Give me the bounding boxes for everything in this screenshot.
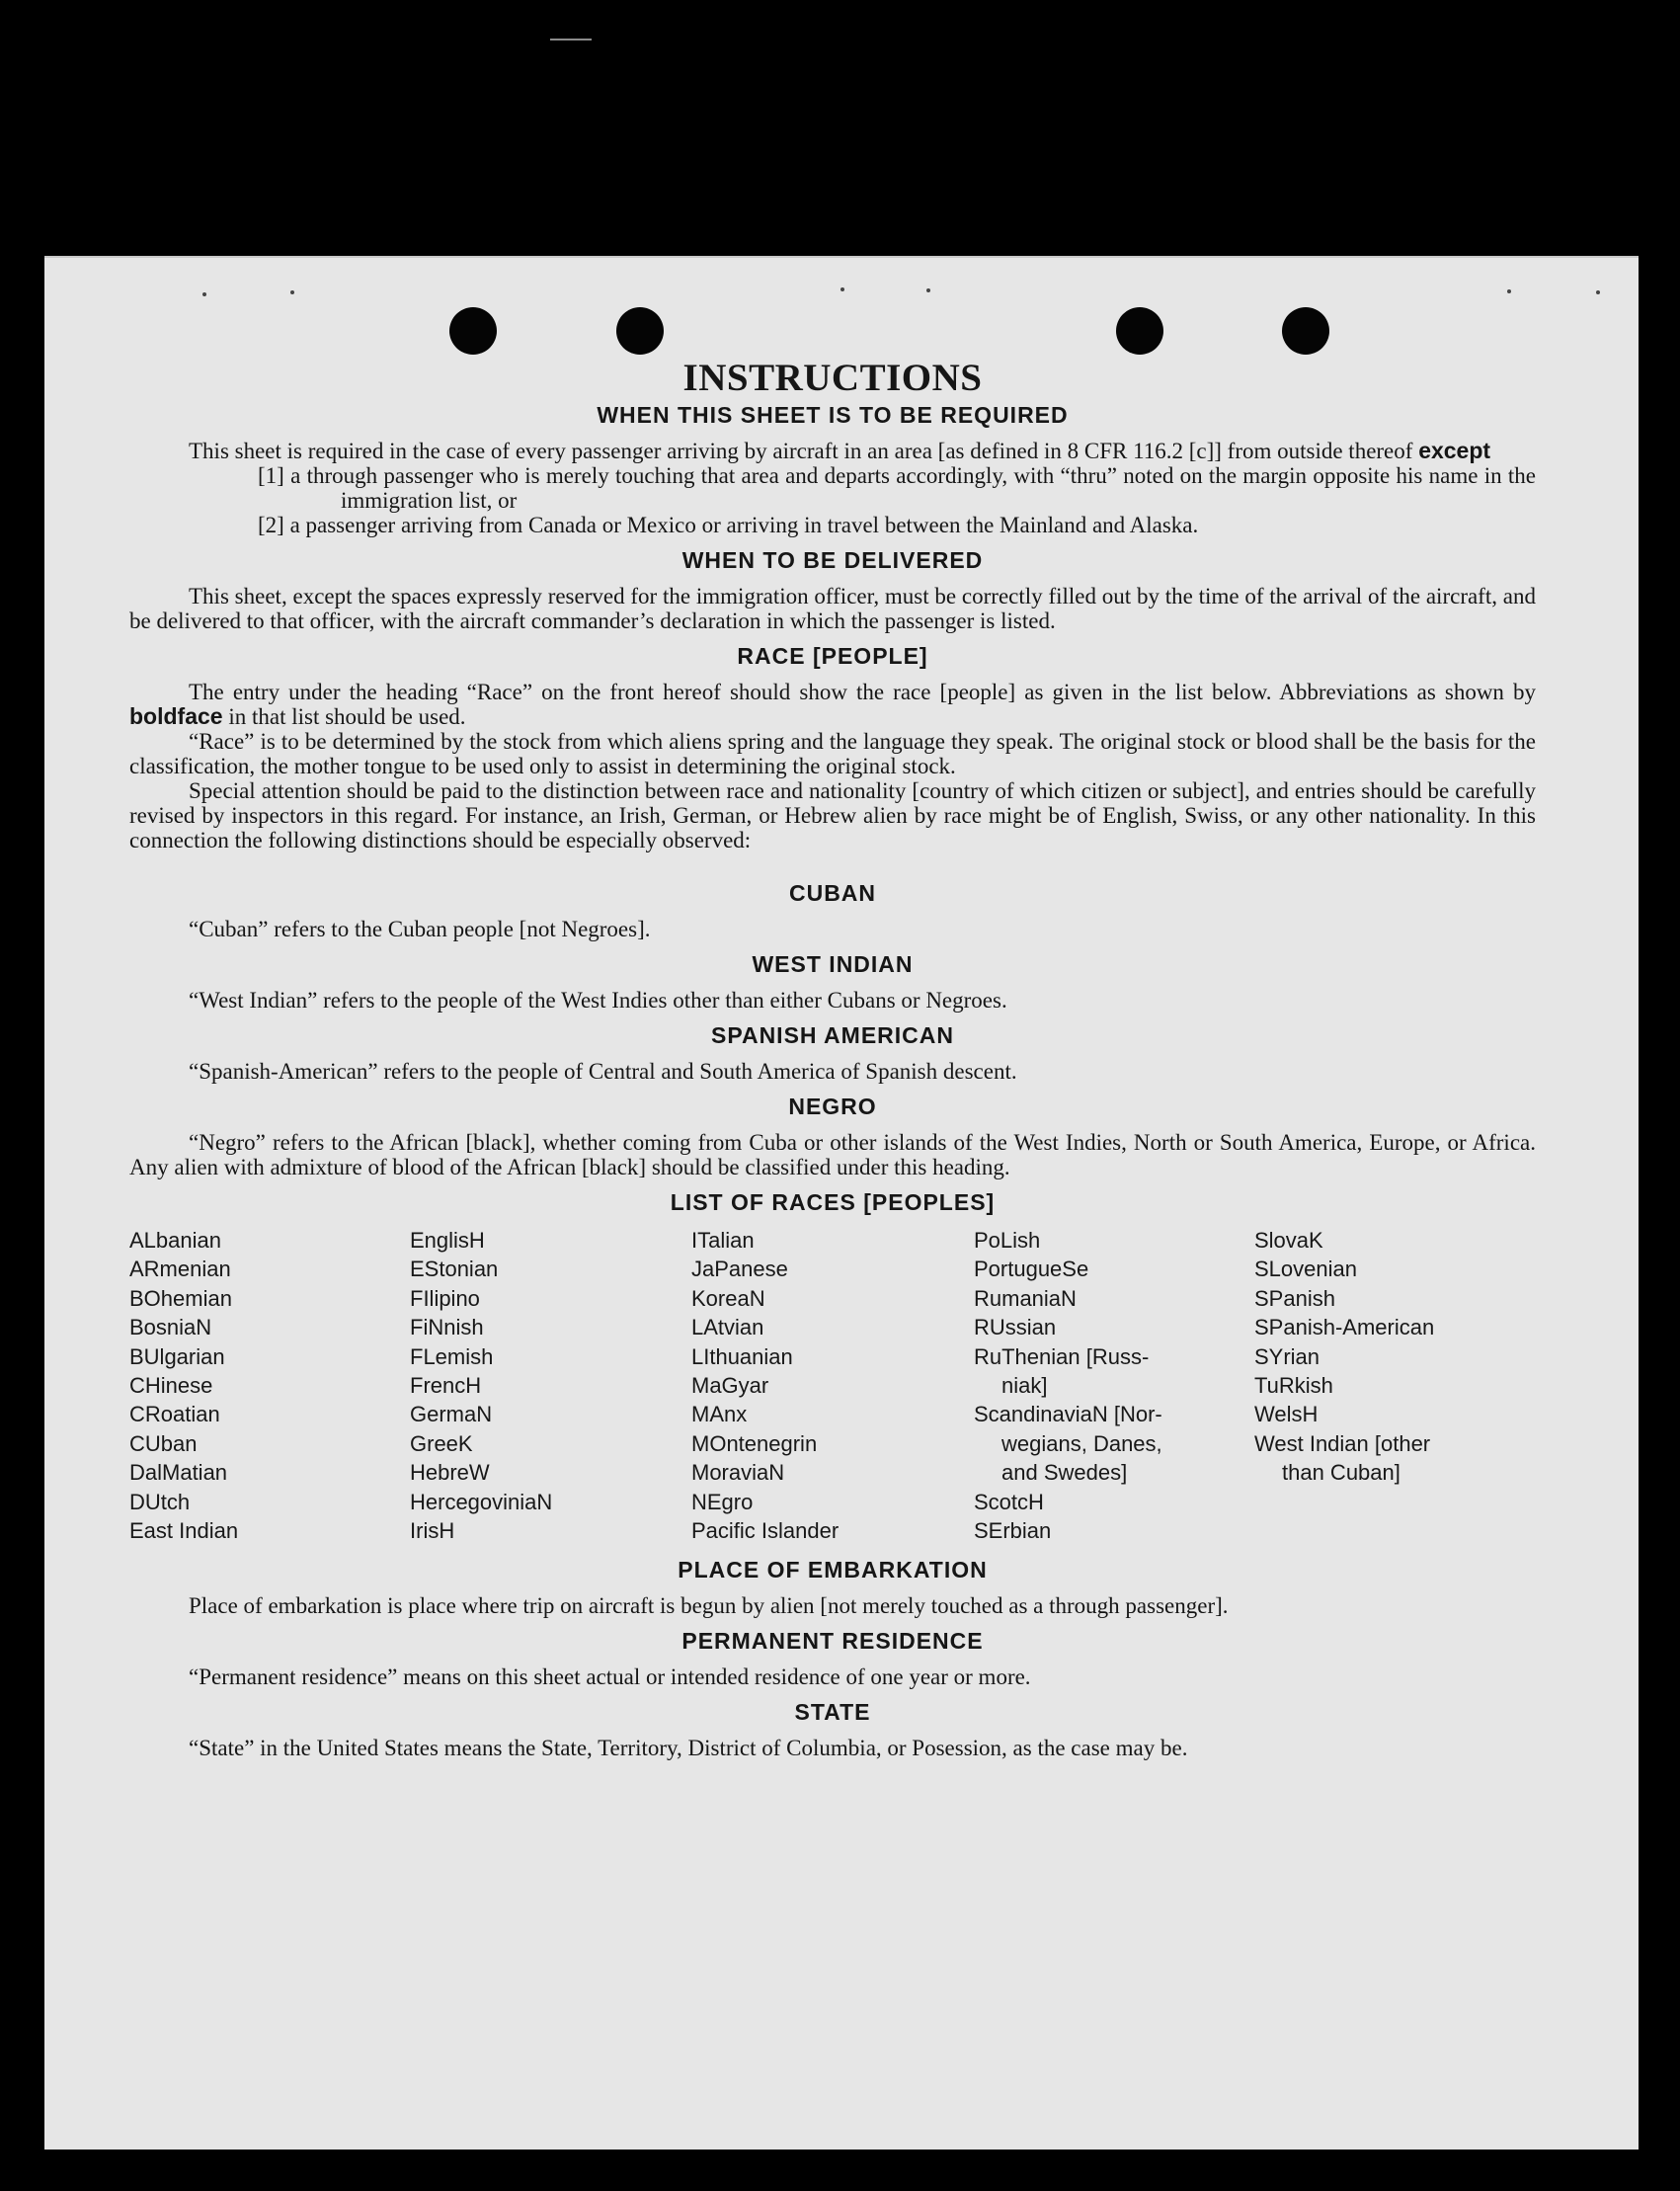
race-paragraph-1: The entry under the heading “Race” on the front hereof should show the race [people] as given in the list below. Abbreviations as shown by boldface in that list should be used. xyxy=(129,680,1536,729)
race-item: FLemish xyxy=(410,1343,494,1369)
heading-west-indian: WEST INDIAN xyxy=(752,951,914,977)
race-item: FrencH xyxy=(410,1373,482,1399)
race-item: SLovenian xyxy=(1254,1257,1357,1282)
spanish-american-text: “Spanish-American” refers to the people of Central and South America of Spanish descent. xyxy=(189,1059,1017,1084)
page-title: INSTRUCTIONS xyxy=(682,357,983,399)
heading-embarkation: PLACE OF EMBARKATION xyxy=(678,1557,988,1583)
race-item: BosniaN xyxy=(129,1315,212,1340)
race-item: ALbanian xyxy=(129,1228,221,1253)
heading-residence: PERMANENT RESIDENCE xyxy=(681,1628,984,1655)
boldface-word: boldface xyxy=(129,703,223,729)
race-item: MAnx xyxy=(691,1402,748,1427)
race-paragraph-2: “Race” is to be determined by the stock from which aliens spring and the language they speak. The original stock or blood shall be the basis for the classification, the mother tongue to be used only to assist in determining the original stock. xyxy=(129,729,1536,778)
punch-hole xyxy=(449,307,497,355)
race-item: East Indian xyxy=(129,1518,239,1544)
scan-mark xyxy=(550,39,592,41)
punch-hole xyxy=(616,307,664,355)
race-item: SPanish-American xyxy=(1254,1315,1435,1340)
race-item: DUtch xyxy=(129,1489,191,1514)
race-item: ARmenian xyxy=(129,1257,231,1282)
punch-hole xyxy=(1116,307,1163,355)
race-item: FIlipino xyxy=(410,1285,480,1311)
west-indian-text: “West Indian” refers to the people of the West Indies other than either Cubans or Negroes. xyxy=(189,988,1007,1013)
heading-races: LIST OF RACES [PEOPLES] xyxy=(670,1189,996,1215)
heading-state: STATE xyxy=(794,1699,871,1726)
race-item: CRoatian xyxy=(129,1402,220,1427)
race-item: wegians, Danes, xyxy=(1001,1430,1162,1456)
heading-delivered: WHEN TO BE DELIVERED xyxy=(681,547,984,573)
race-item: GermaN xyxy=(410,1402,493,1427)
heading-negro: NEGRO xyxy=(788,1094,877,1119)
except-word: except xyxy=(1418,438,1491,463)
race-item: MoraviaN xyxy=(691,1460,785,1486)
heading-race: RACE [PEOPLE] xyxy=(737,643,928,669)
punch-hole xyxy=(1282,307,1329,355)
heading-cuban: CUBAN xyxy=(788,880,877,906)
race-item: NEgro xyxy=(691,1489,754,1514)
race-column-3 xyxy=(691,1226,974,1545)
race-item: MaGyar xyxy=(691,1373,769,1399)
speck xyxy=(1596,290,1600,294)
state-text: “State” in the United States means the State, Territory, District of Columbia, or Posession, as the case may be. xyxy=(189,1736,1188,1761)
race-item: EStonian xyxy=(410,1257,499,1282)
race-item: JaPanese xyxy=(691,1257,788,1282)
heading-spanish-american: SPANISH AMERICAN xyxy=(710,1022,954,1048)
cuban-text: “Cuban” refers to the Cuban people [not Negroes]. xyxy=(189,917,651,941)
race-item: than Cuban] xyxy=(1282,1460,1400,1486)
race-item: SPanish xyxy=(1254,1285,1335,1311)
race-item: MOntenegrin xyxy=(691,1430,818,1456)
race-item: PoLish xyxy=(974,1228,1041,1253)
race-item: SYrian xyxy=(1254,1343,1320,1369)
race-item: RumaniaN xyxy=(974,1285,1077,1311)
embarkation-text: Place of embarkation is place where trip on aircraft is begun by alien [not merely touched as a through passenger]. xyxy=(189,1593,1229,1619)
race-item: CHinese xyxy=(129,1373,213,1399)
speck xyxy=(290,290,294,294)
race-item: BUlgarian xyxy=(129,1343,225,1369)
race-item: West Indian [other xyxy=(1254,1430,1431,1456)
race-item: and Swedes] xyxy=(1001,1460,1128,1486)
race-item: BOhemian xyxy=(129,1285,232,1311)
required-item-2: [2] a passenger arriving from Canada or Mexico or arriving in travel between the Mainland and Alaska. xyxy=(258,513,1199,537)
race-item: DalMatian xyxy=(129,1460,228,1486)
heading-required: WHEN THIS SHEET IS TO BE REQUIRED xyxy=(597,402,1069,428)
race-item: LAtvian xyxy=(691,1315,764,1340)
race-item: WelsH xyxy=(1254,1402,1319,1427)
race-item: RUssian xyxy=(974,1315,1057,1340)
race-item: ScotcH xyxy=(974,1489,1044,1514)
instructions-content xyxy=(129,357,1536,1760)
race-item: FiNnish xyxy=(410,1315,484,1340)
race-item: niak] xyxy=(1001,1373,1048,1399)
race-item: EnglisH xyxy=(410,1228,485,1253)
race-column-5 xyxy=(1254,1226,1536,1545)
negro-text: “Negro” refers to the African [black], whether coming from Cuba or other islands of the West Indies, North or South America, Europe, or Africa. Any alien with admixture of blood of the African [black] should be classified under this heading. xyxy=(129,1130,1536,1179)
race-list xyxy=(129,1226,1536,1545)
race-column-1 xyxy=(129,1226,410,1545)
speck xyxy=(840,287,844,291)
race-item: SlovaK xyxy=(1254,1228,1323,1253)
residence-text: “Permanent residence” means on this sheet actual or intended residence of one year or more. xyxy=(189,1664,1031,1690)
race-paragraph-3: Special attention should be paid to the distinction between race and nationality [country of which citizen or subject], and entries should be carefully revised by inspectors in this regard. For instance, an Irish, German, or Hebrew alien by race might be of English, Swiss, or any other nationality. In this connection the following distinctions should be especially observed: xyxy=(129,778,1536,852)
race-item: RuThenian [Russ- xyxy=(974,1343,1150,1369)
delivered-text: This sheet, except the spaces expressly reserved for the immigration officer, must be correctly filled out by the time of the arrival of the aircraft, and be delivered to that officer, with the aircraft commander’s declaration in which the passenger is listed. xyxy=(129,584,1536,633)
race-item: IrisH xyxy=(410,1518,455,1544)
required-intro: This sheet is required in the case of every passenger arriving by aircraft in an area [as defined in 8 CFR 116.2 [c]] from outside thereof except xyxy=(189,438,1491,463)
race-item: PortugueSe xyxy=(974,1257,1089,1282)
race-item: GreeK xyxy=(410,1430,473,1456)
race-item: HercegoviniaN xyxy=(410,1489,553,1514)
document-sheet xyxy=(44,256,1639,2150)
speck xyxy=(202,292,206,296)
race-column-2 xyxy=(410,1226,691,1545)
speck xyxy=(1507,289,1511,293)
race-item: ScandinaviaN [Nor- xyxy=(974,1402,1162,1427)
race-item: CUban xyxy=(129,1430,198,1456)
required-item-1: [1] a through passenger who is merely touching that area and departs accordingly, with “thru” noted on the margin opposite his name in the immigration list, or xyxy=(258,463,1536,513)
race-item: SErbian xyxy=(974,1518,1052,1544)
race-item: KoreaN xyxy=(691,1285,765,1311)
race-item: Pacific Islander xyxy=(691,1518,840,1544)
race-item: TuRkish xyxy=(1254,1373,1333,1399)
race-item: ITalian xyxy=(691,1228,755,1253)
speck xyxy=(926,288,930,292)
race-item: HebreW xyxy=(410,1460,490,1486)
race-column-4 xyxy=(974,1226,1254,1545)
race-item: LIthuanian xyxy=(691,1343,793,1369)
